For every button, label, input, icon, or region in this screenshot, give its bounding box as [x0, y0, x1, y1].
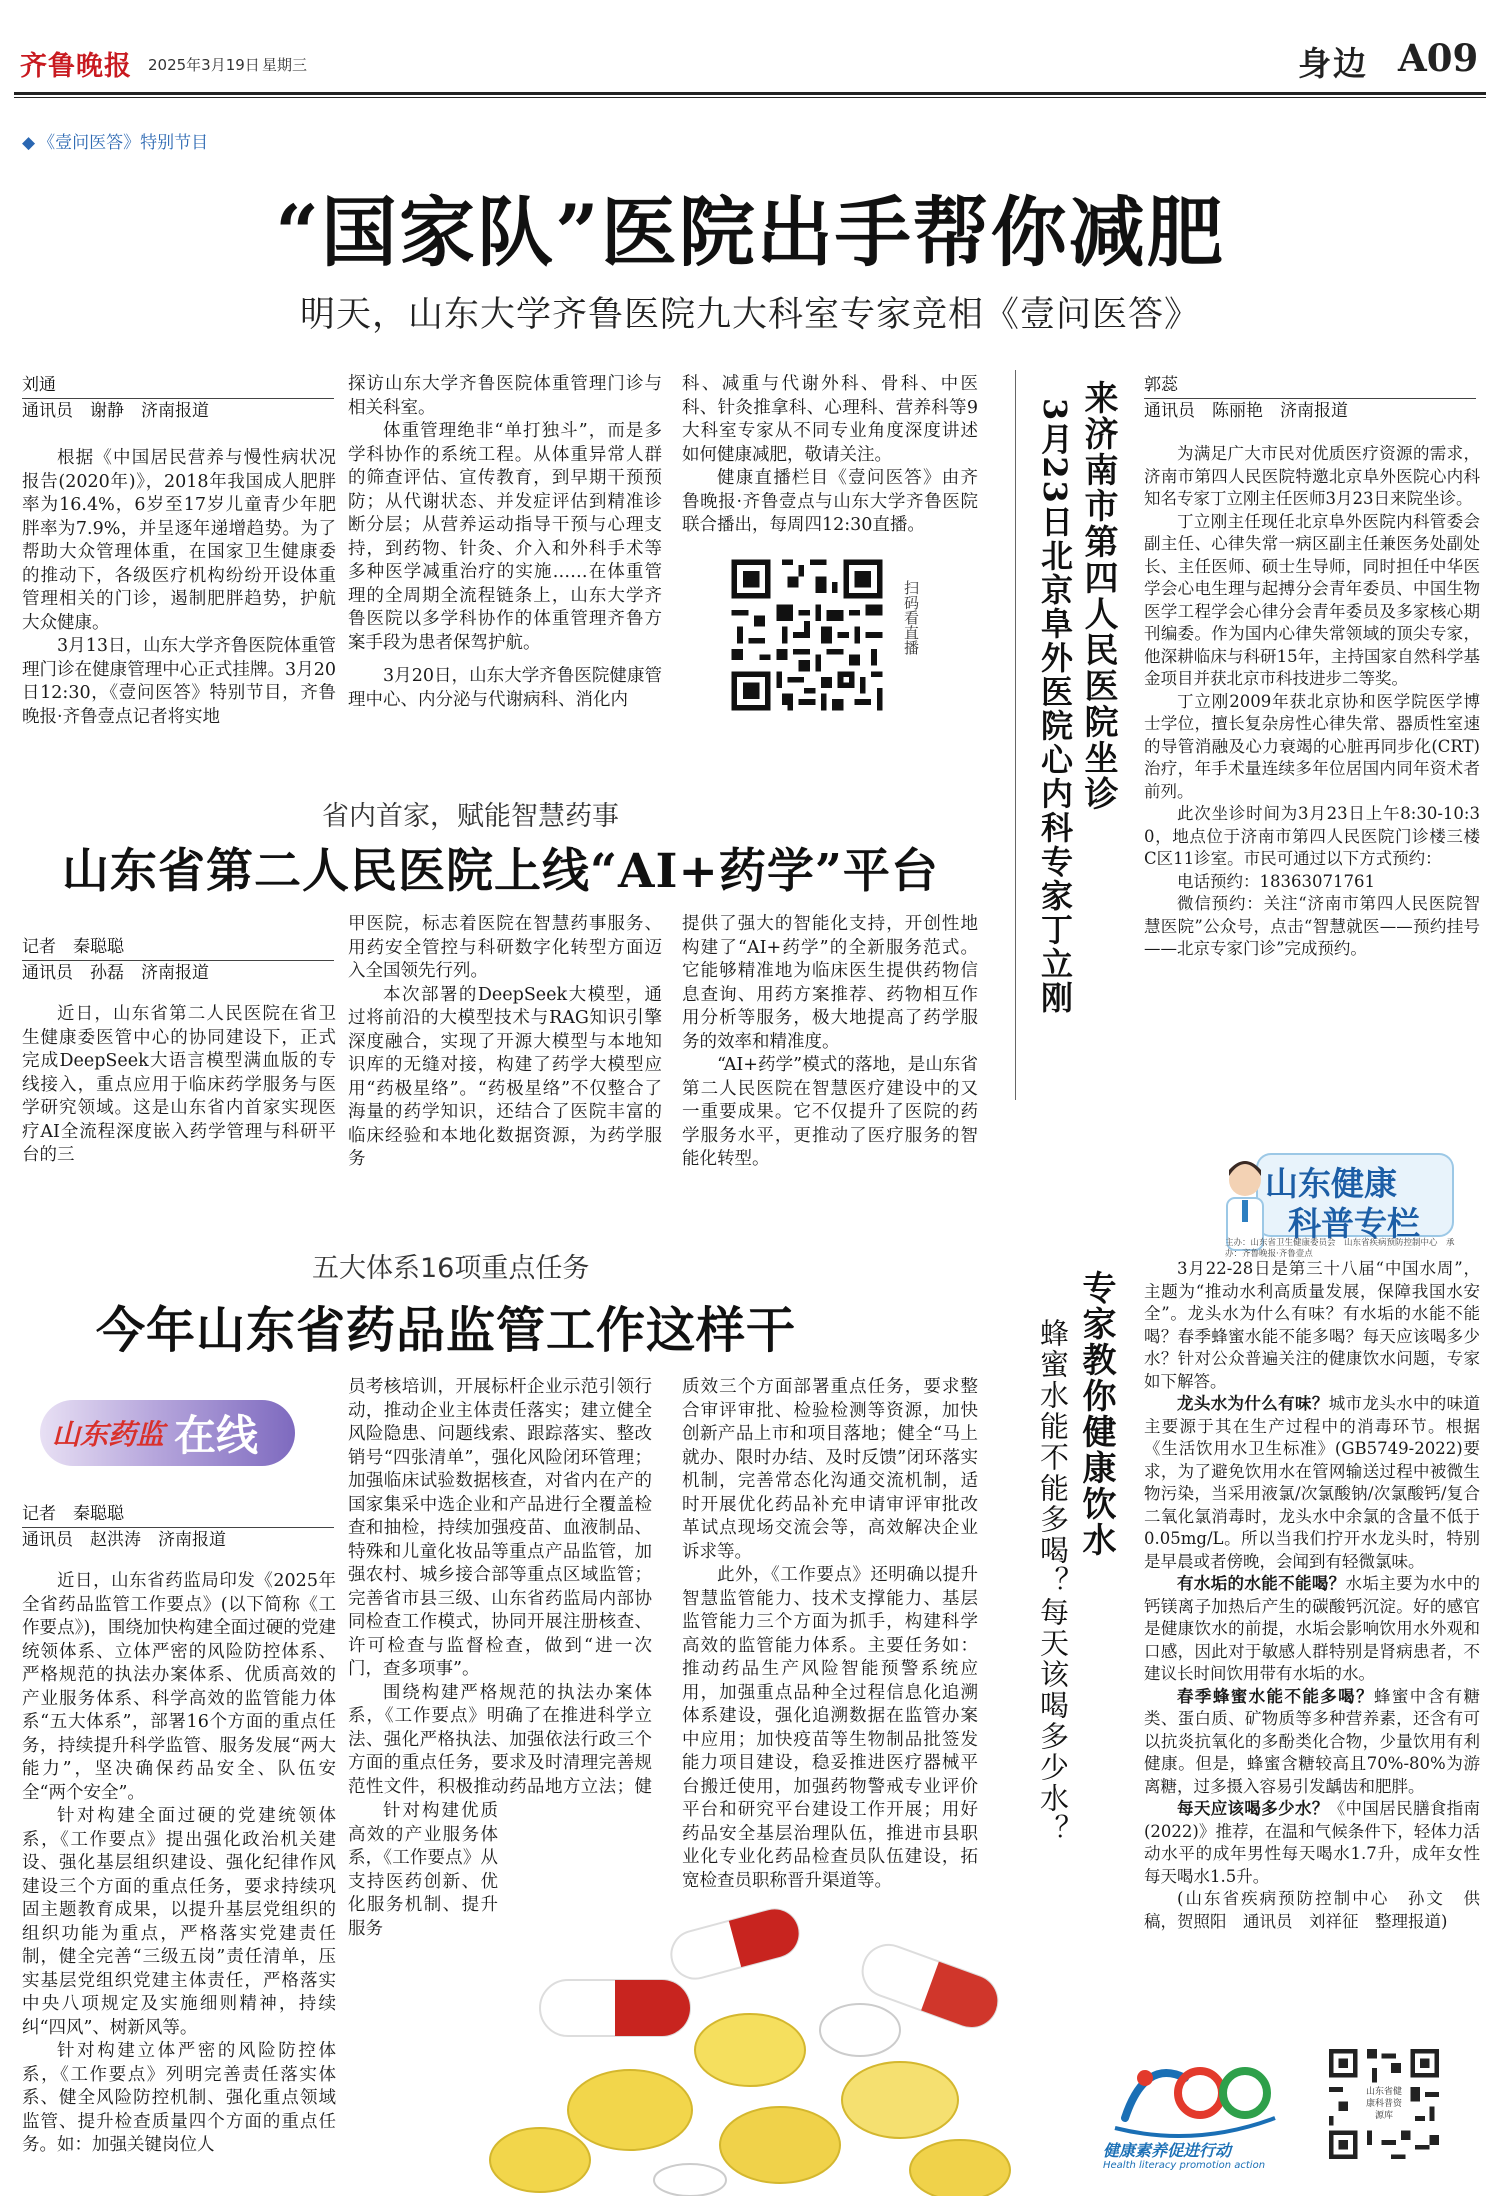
health-column-title2: 科普专栏: [1288, 1204, 1420, 1243]
article4-byline: [1144, 373, 1476, 424]
article5-headline2: 蜂蜜水能不能多喝？每天该喝多少水？: [1036, 1318, 1070, 1845]
paragraph: 针对构建立体严密的风险防控体系，《工作要点》列明完善责任落实体系、健全风险防控机制、强化重点领域监管、提升检查质量四个方面的重点任务。如：加强关键岗位人: [22, 2041, 336, 2155]
paragraph: 质效三个方面部署重点任务，要求整合审评审批、检验检测等资源，加快创新产品上市和项目落地；健全“马上就办、限时办结、及时反馈”闭环落实机制，完善常态化沟通交流机制，适时开展优化药品补充申请审评审批改革试点现场交流会等，高效解决企业诉求等。: [682, 1377, 978, 1562]
health-literacy-logo-icon: [1105, 2048, 1285, 2138]
paragraph: 丁立刚2009年获北京协和医学院医学博士学位，擅长复杂房性心律失常、器质性室速的导管消融及心力衰竭的心脏再同步化(CRT)治疗，年手术量连续多年位居国内同年资术者前列。: [1144, 691, 1480, 801]
article2-col3: [682, 913, 978, 1172]
question: 每天应该喝多少水？: [1177, 1799, 1329, 1818]
question: 春季蜂蜜水能不能多喝？: [1177, 1686, 1374, 1706]
byline-reporter: 记者 秦聪聪: [22, 937, 124, 957]
paragraph: 针对构建优质高效的产业服务体系，《工作要点》从支持医药创新、优化服务机制、提升服务: [348, 1801, 498, 1939]
diamond-icon: ◆: [22, 133, 36, 153]
health-column-note: 主办：山东省卫生健康委员会 山东省疾病预防控制中心 承办：齐鲁晚报·齐鲁壹点: [1225, 1238, 1455, 1259]
byline-correspondent: 通讯员 谢静 济南报道: [22, 401, 209, 421]
qa-paragraph: [1144, 1686, 1480, 1799]
logo-text-part2: 在线: [174, 1411, 259, 1460]
paragraph: 提供了强大的智能化支持，开创性地构建了“AI+药学”的全新服务范式。它能够精准地为临床医生提供药物信息查询、用药方案推荐、药物相互作用分析等服务，极大地提高了药学服务的效率和精准度。: [682, 914, 978, 1052]
qa-paragraph: [1144, 1573, 1480, 1686]
article4-headline2: 3月23日北京阜外医院心内科专家丁立刚: [1036, 398, 1074, 1015]
paragraph: 电话预约：18363071761: [1177, 871, 1375, 891]
special-tag-text: 《壹问医答》特别节目: [38, 133, 209, 153]
live-stream-qr-code[interactable]: [726, 554, 888, 716]
byline-reporter: 郭蕊: [1144, 375, 1178, 395]
article5-headline: 专家教你健康饮水: [1076, 1270, 1116, 1558]
article3-col1: [22, 1570, 336, 2192]
paragraph: 健康直播栏目《壹问医答》由齐鲁晚报·齐鲁壹点与山东大学齐鲁医院联合播出，每周四12:30直播。: [682, 468, 978, 535]
paragraph: 3月13日，山东大学齐鲁医院体重管理门诊在健康管理中心正式挂牌。3月20日12:30，《壹问医答》特别节目，齐鲁晚报·齐鲁壹点记者将实地: [22, 636, 336, 727]
paragraph: 近日，山东省药监局印发《2025年全省药品监管工作要点》(以下简称《工作要点》)，围绕加快构建全面过硬的党建统领体系、立体严密的风险防控体系、严格规范的执法办案体系、优质高效的产业服务体系、科学高效的监管能力体系“五大体系”，部署16个方面的重点任务，持续提升科学监管、服务发展“两大能力”，坚决确保药品安全、队伍安全“两个安全”。: [22, 1571, 336, 1803]
article1-byline: [22, 373, 334, 424]
paragraph: 体重管理绝非“单打独斗”，而是多学科协作的系统工程。从体重异常人群的筛查评估、宣传教育，到早期干预预防；从代谢状态、并发症评估到精准诊断分层；从营养运动指导干预与心理支持，到药物、针灸、介入和外科手术等多种医学减重治疗的实施……在体重管理的全周期全流程链条上，山东大学齐鲁医院以多学科协作的体重管理齐鲁方案手段为患者保驾护航。: [348, 421, 662, 653]
logo-text-part1: 山东药监: [52, 1418, 165, 1451]
byline-correspondent: 通讯员 赵洪涛 济南报道: [22, 1530, 226, 1550]
issue-date: 2025年3月19日: [148, 56, 260, 74]
paragraph: 3月22-28日是第三十八届“中国水周”，主题为“推动水利高质量发展，保障我国水安全”。龙头水为什么有味？有水垢的水能不能喝？春季蜂蜜水能不能多喝？每天应该喝多少水？针对公众普遍关注的健康饮水问题，专家如下解答。: [1144, 1259, 1480, 1391]
paragraph: 科、减重与代谢外科、骨科、中医科、针灸推拿科、心理科、营养科等9大科室专家从不同专业角度深度讲述如何健康减肥，敬请关注。: [682, 374, 978, 465]
paragraph: 此次坐诊时间为3月23日上午8:30-10:30，地点位于济南市第四人民医院门诊楼三楼C区11诊室。市民可通过以下方式预约：: [1144, 804, 1480, 868]
header-rule-thin: [14, 97, 1486, 98]
health-literacy-logo-text: 健康素养促进行动: [1103, 2141, 1232, 2160]
byline-reporter: 记者 秦聪聪: [22, 1504, 124, 1524]
article3-col3: [682, 1376, 978, 1896]
byline-reporter: 刘通: [22, 375, 56, 395]
newspaper-logo: 齐鲁晚报: [20, 51, 132, 82]
article3-subhead: 五大体系16项重点任务: [312, 1253, 590, 1284]
pills-illustration: [480, 1900, 1020, 2196]
credit: (山东省疾病预防控制中心 孙文 供稿，贺照阳 通讯员 刘祥征 整理报道): [1144, 1889, 1480, 1931]
paragraph: 此外，《工作要点》还明确以提升智慧监管能力、技术支撑能力、基层监管能力三个方面为抓手，构建科学高效的监管能力体系。主要任务如：推动药品生产风险智能预警系统应用，加强重点品种全过程信息化追溯体系建设，强化追溯数据在监管办案中应用；加快疫苗等生物制品批签发能力项目建设，稳妥推进医疗器械平台搬迁使用，加强药物警戒专业评价平台和研究平台建设工作开展；用好药品安全基层治理队伍，推进市县职业化专业化药品检查员队伍建设，拓宽检查员职称晋升渠道等。: [682, 1565, 978, 1891]
yellow-tablet: [695, 2014, 805, 2086]
issue-weekday: 星期三: [262, 56, 308, 74]
health-column-title1: 山东健康: [1265, 1164, 1397, 1203]
article3-col2: [348, 1376, 652, 1796]
qa-paragraph: [1144, 1798, 1480, 1888]
article1-col3: [682, 373, 978, 538]
article2-headline: 山东省第二人民医院上线“AI+药学”平台: [62, 844, 939, 899]
answer: 水垢主要为水中的钙镁离子加热后产生的碳酸钙沉淀。好的感官是健康饮水的前提，水垢会影响饮用水外观和口感，因此对于敏感人群特别是肾病患者，不建议长时间饮用带有水垢的水。: [1144, 1574, 1481, 1683]
question: 有水垢的水能不能喝？: [1177, 1574, 1346, 1593]
article2-col2: [348, 913, 662, 1172]
qr-center-label: 山东省健康科普资源库: [1365, 2087, 1402, 2121]
article3-headline: 今年山东省药品监管工作这样干: [96, 1301, 797, 1359]
header-rule: [14, 92, 1486, 95]
article2-col1: [22, 1003, 336, 1168]
qr-caption: 扫码看直播: [902, 580, 920, 655]
special-tag: [22, 128, 208, 153]
paragraph: 微信预约：关注“济南市第四人民医院智慧医院”公众号，点击“智慧就医——预约挂号——北京专家门诊”完成预约。: [1144, 894, 1480, 958]
column-rule: [1015, 370, 1016, 1100]
qa-paragraph: [1144, 1393, 1480, 1573]
capsule-red-white: [666, 1904, 804, 1984]
article4-body: [1144, 443, 1480, 961]
answer: 城市龙头水中的味道主要源于其在生产过程中的消毒环节。根据《生活饮用水卫生标准》(GB5749-2022)要求，为了避免饮用水在管网输送过程中被微生物污染，当采用液氯/次氯酸钠/次氯酸钙/复合二氧化氯消毒时，龙头水中余氯的含量不低于0.05mg/L。所以当我们拧开水龙头时，特别是早晨或者傍晚，会闻到有轻微氯味。: [1144, 1394, 1481, 1571]
hero-title: “国家队”医院出手帮你减肥: [275, 188, 1225, 277]
white-tablet: [820, 2004, 900, 2056]
article1-col1: [22, 447, 336, 729]
paragraph: 根据《中国居民营养与慢性病状况报告(2020年)》，2018年我国成人肥胖率为16.4%，6岁至17岁儿童青少年肥胖率为7.9%，并呈逐年递增趋势。为了帮助大众管理体重，在国家卫生健康委的推动下，各级医疗机构纷纷开设体重管理相关的门诊，遏制肥胖趋势，护航大众健康。: [22, 448, 336, 633]
paragraph: 探访山东大学齐鲁医院体重管理门诊与相关科室。: [348, 374, 662, 418]
answer: 蜂蜜中含有糖类、蛋白质、矿物质等多种营养素，还含有可以抗炎抗氧化的多酚类化合物，少量饮用有利健康。但是，蜂蜜含糖较高且70%-80%为游离糖，过多摄入容易引发龋齿和肥胖。: [1144, 1686, 1480, 1796]
paragraph: 丁立刚主任现任北京阜外医院内科管委会副主任、心律失常一病区副主任兼医务处副处长、主任医师、硕士生导师，同时担任中华医学会心电生理与起搏分会青年委员、中国生物医学工程学会心律分会青年委员及多家核心期刊编委。作为国内心律失常领域的顶尖专家，他深耕临床与科研15年，主持国家自然科学基金项目并获北京市科技进步二等奖。: [1144, 511, 1480, 688]
paragraph: 本次部署的DeepSeek大模型，通过将前沿的大模型技术与RAG知识引擎深度融合，实现了开源大模型与本地知识库的无缝对接，构建了药学大模型应用“药极星络”。“药极星络”不仅整合了海量的药学知识，还结合了医院丰富的临床经验和本地化数据资源，为药学服务: [348, 984, 662, 1169]
paragraph: 近日，山东省第二人民医院在省卫生健康委医管中心的协同建设下，正式完成DeepSeek大语言模型满血版的专线接入，重点应用于临床药学服务与医学研究领域。这是山东省内首家实现医疗AI全流程深度嵌入药学管理与科研平台的三: [22, 1004, 336, 1165]
capsule-red-white: [540, 1980, 690, 2036]
paragraph: 为满足广大市民对优质医疗资源的需求，济南市第四人民医院特邀北京阜外医院心内科知名专家丁立刚主任医师3月23日来院坐诊。: [1144, 444, 1480, 508]
paragraph: 围绕构建严格规范的执法办案体系，《工作要点》明确了在推进科学立法、强化严格执法、加强依法行政三个方面的重点任务，要求及时清理完善规范性文件，积极推动药品地方立法；健: [348, 1682, 652, 1796]
byline-correspondent: 通讯员 陈丽艳 济南报道: [1144, 401, 1348, 421]
paragraph: 针对构建全面过硬的党建统领体系，《工作要点》提出强化政治机关建设、强化基层组织建设、强化纪律作风建设三个方面的重点任务，要求持续巩固主题教育成果，以提升基层党组织的组织功能为重点，严格落实党建责任制，健全完善“三级五岗”责任清单，压实基层党组织党建主体责任，严格落实中央八项规定及实施细则精神，持续纠“四风”、树新风等。: [22, 1806, 336, 2038]
question: 龙头水为什么有味？: [1177, 1394, 1329, 1413]
yellow-tablet: [490, 2128, 590, 2192]
page-number: A09: [1398, 36, 1479, 80]
paragraph: “AI+药学”模式的落地，是山东省第二人民医院在智慧医疗建设中的又一重要成果。它不仅提升了医院的药学服务水平，更推动了医疗服务的智能化转型。: [682, 1055, 978, 1169]
yellow-tablet: [842, 2062, 958, 2138]
drug-regulation-online-logo: [40, 1400, 295, 1466]
yellow-tablet: [568, 2070, 692, 2150]
paragraph: 3月20日，山东大学齐鲁医院健康管理中心、内分泌与代谢病科、消化内: [348, 666, 662, 710]
article1-col2: [348, 373, 662, 712]
hero-subtitle: 明天，山东大学齐鲁医院九大科室专家竞相《壹问医答》: [299, 295, 1200, 335]
white-tablet: [654, 2164, 726, 2196]
health-literacy-logo-en: Health literacy promotion action: [1103, 2160, 1266, 2171]
paragraph: 甲医院，标志着医院在智慧药事服务、用药安全管控与科研数字化转型方面迈入全国领先行列。: [348, 914, 662, 981]
article3-col2-continued: [348, 1800, 498, 2192]
article4-headline: 来济南市第四人民医院坐诊: [1078, 380, 1118, 812]
paragraph: 员考核培训，开展标杆企业示范引领行动，推动企业主体责任落实；建立健全风险隐患、问题线索、跟踪落实、整改销号“四张清单”，强化风险闭环管理；加强临床试验数据核查，对省内在产的国家集采中选企业和产品进行全覆盖检查和抽检，持续加强疫苗、血液制品、特殊和儿童化妆品等重点产品监管，加强农村、城乡接合部等重点区域监管；完善省市县三级、山东省药监局内部协同检查工作模式，协同开展注册核查、许可检查与监督检查，做到“进一次门，查多项事”。: [348, 1377, 652, 1679]
section-name: 身边: [1298, 44, 1368, 83]
yellow-tablet: [720, 2107, 840, 2183]
answer: 《中国居民膳食指南(2022)》推荐，在温和气候条件下，轻体力活动水平的成年男性每天喝水1.7升，成年女性每天喝水1.5升。: [1144, 1799, 1481, 1886]
yellow-tablet: [910, 2140, 1010, 2196]
byline-correspondent: 通讯员 孙磊 济南报道: [22, 963, 209, 983]
article2-subhead: 省内首家，赋能智慧药事: [322, 801, 619, 832]
article3-byline: [22, 1502, 334, 1553]
article5-body: [1144, 1258, 1480, 1933]
article2-byline: [22, 935, 334, 986]
